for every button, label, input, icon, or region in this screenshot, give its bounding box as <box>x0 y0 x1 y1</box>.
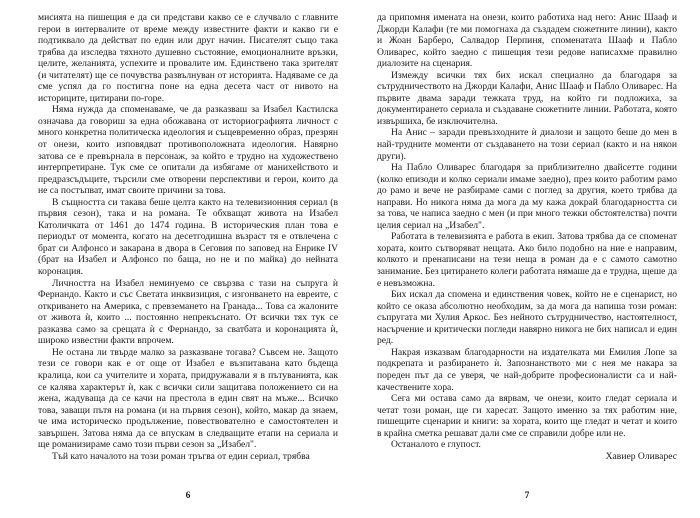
paragraph: Накрая изказвам благодарности на издателката ми Емилия Лопе за подкрепата и разбирането ѝ. Запознанството ми с нея ме накара за пореден път да се уверя, че най-добрите професионалисти са и най-качествените хора. <box>377 346 677 393</box>
paragraph: да припомня имената на онези, които работиха над него: Анис Шааф и Джорди Калафи (те ми помогнаха да създадем сюжетните линии), както и Жоан Барберо, Салвадор Перпиня, споменатата Шааф и Пабло Оливарес, който заедно с пишещия тези редове написахме правилно диалозите на сценария. <box>377 12 677 70</box>
left-page <box>38 12 338 507</box>
paragraph: мисията на пишещия е да си представи какво се е случвало с главните герои в интервалите от време между известните факти и какво ги е подтиквало да действат по един или друг начин. Писателят също така трябва да изследва тяхното душевно състояние, емоционалните връзки, целите, желанията, успехите и провалите им. Единствено така зрителят (и читателят) ще се почувства развълнуван от историята. Надяваме се да сме успял да го постигна поне на една десета част от нивото на историците, цитирани по-горе. <box>38 12 338 104</box>
author-signature: Хавиер Оливарес <box>605 450 677 462</box>
paragraph: Бих искал да спомена и единствения човек, който не е сценарист, но който се оказа абсолютно необходим, за да мога да напиша този роман: съпругата ми Хулия Аркос. Без нейното сътрудничество, настоятелност, насърчение и критически погледи навярно никога не бих написал и един ред. <box>377 289 677 347</box>
paragraph: Сега ми остава само да вярвам, че онези, които гледат сериала и четат този роман, ще ги харесат. Защото именно за тях работим ние, пишещите сценарии и книги: за хората, които ще гледат и четат и които в крайна сметка решават дали сме се справили добре или не. <box>377 393 677 439</box>
paragraph: Личността на Изабел неминуемо се свързва с тази на съпруга ѝ Фернандо. Както и със Светата инквизиция, с изгонването на евреите, с откриването на Америка, с превземането на Гранада... Това са жалоните от живота ѝ, които ... постоянно непрекъснато. От всички тях тук се разказва само за срещата ѝ с Фернандо, за сватбата и коронацията ѝ, широко известни факти впрочем. <box>38 277 338 347</box>
paragraph: Останалото е глупост. <box>391 439 481 451</box>
paragraph: Не остана ли твърде малко за разказване тогава? Съвсем не. Защото тези се говори как е от още от Изабел е възпитавана като бъдеща кралица, кои са учителите и хората, придружавали я в пътуванията, как се калява характерът ѝ, как с всички сили защитава положението си на жена, жадуваща да се качи на престола в един свят на мъже... Всичко това, заващи пътя на романа (и на първия сезон), който, макар да знаем, че има историческо продължение, повествователно е самостоятелен и завършен. Затова няма да се впускам в следващите етапи на сериала и ще романизираме само този първи сезон за „Изабел". <box>38 346 338 451</box>
paragraph: В същността си такава беше целта както на телевизионния сериал (в първия сезон), така и на романа. Те обхващат живота на Изабел Католичката от 1461 до 1474 година. В историческия план това е периодът от момента, когато на десетгодишна възраст тя е отвлечена с брат си Алфонсо и закарана в двора в Сеговия по заповед на Енрике IV (брат на Изабел и Алфонсо по баща, но не и по майка) до нейната коронация. <box>38 196 338 278</box>
right-page-text <box>377 12 677 462</box>
paragraph: На Пабло Оливарес благодаря за приблизително двайсетте години (колко епизоди и колко сериали имаме заедно), през които работим рамо до рамо и вече не разбираме сами с поглед за другия, което трябва да направи. Но никога няма да мога да му кажа докрай благодарността си за това, че написа заедно с мен (и при много тежки обстоятелства) почти целия сериал на „Изабел". <box>377 162 677 231</box>
paragraph: Измежду всички тях бих искал специално да благодаря за сътрудничеството на Джорди Калафи, Анис Шааф и Пабло Оливарес. На първите двама заради тежката труд, на който ги подложиха, за документирането сериала и създаване сюжетните линии. Работата, която извършиха, бе изключителна. <box>377 69 677 127</box>
page-number: 6 <box>185 490 191 501</box>
paragraph: На Анис – заради превъзходните ѝ диалози и защото беше до мен в най-трудните моменти от създаването на този сериал (както и на някои други). <box>377 127 677 162</box>
paragraph: Работата в телевизията е работа в екип. Затова трябва да се споменат хората, които сътворяват нещата. Ако било подобно на ние e направим, колкото и пренаписани на тези неща в роман да е с самото самотно занимание. Без цитирането колеги работата нямаше да е трудна, щеше да е невъзможна. <box>377 231 677 289</box>
page-number: 7 <box>524 490 530 501</box>
left-page-text <box>38 12 338 462</box>
right-page <box>377 12 677 507</box>
paragraph: Тъй като началото на този роман тръгва от един сериал, трябва <box>52 450 310 462</box>
paragraph: Няма нужда да споменаваме, че да разказваш за Изабел Кастилска означава да говориш за една обожавана от историографията личност с много конкретна политическа идеология и същевременно образ, презрян от онези, които изповядват противоположната идеология. Навярно затова се е превърнала в персонаж, за който е трудно на художествено интерпретиране. Тук сме се опитали да избягаме от манихейството и предразсъдъците, търсили сме отворени перспективи и герои, които да не са постъпват, имат своите причини за това. <box>38 104 338 197</box>
